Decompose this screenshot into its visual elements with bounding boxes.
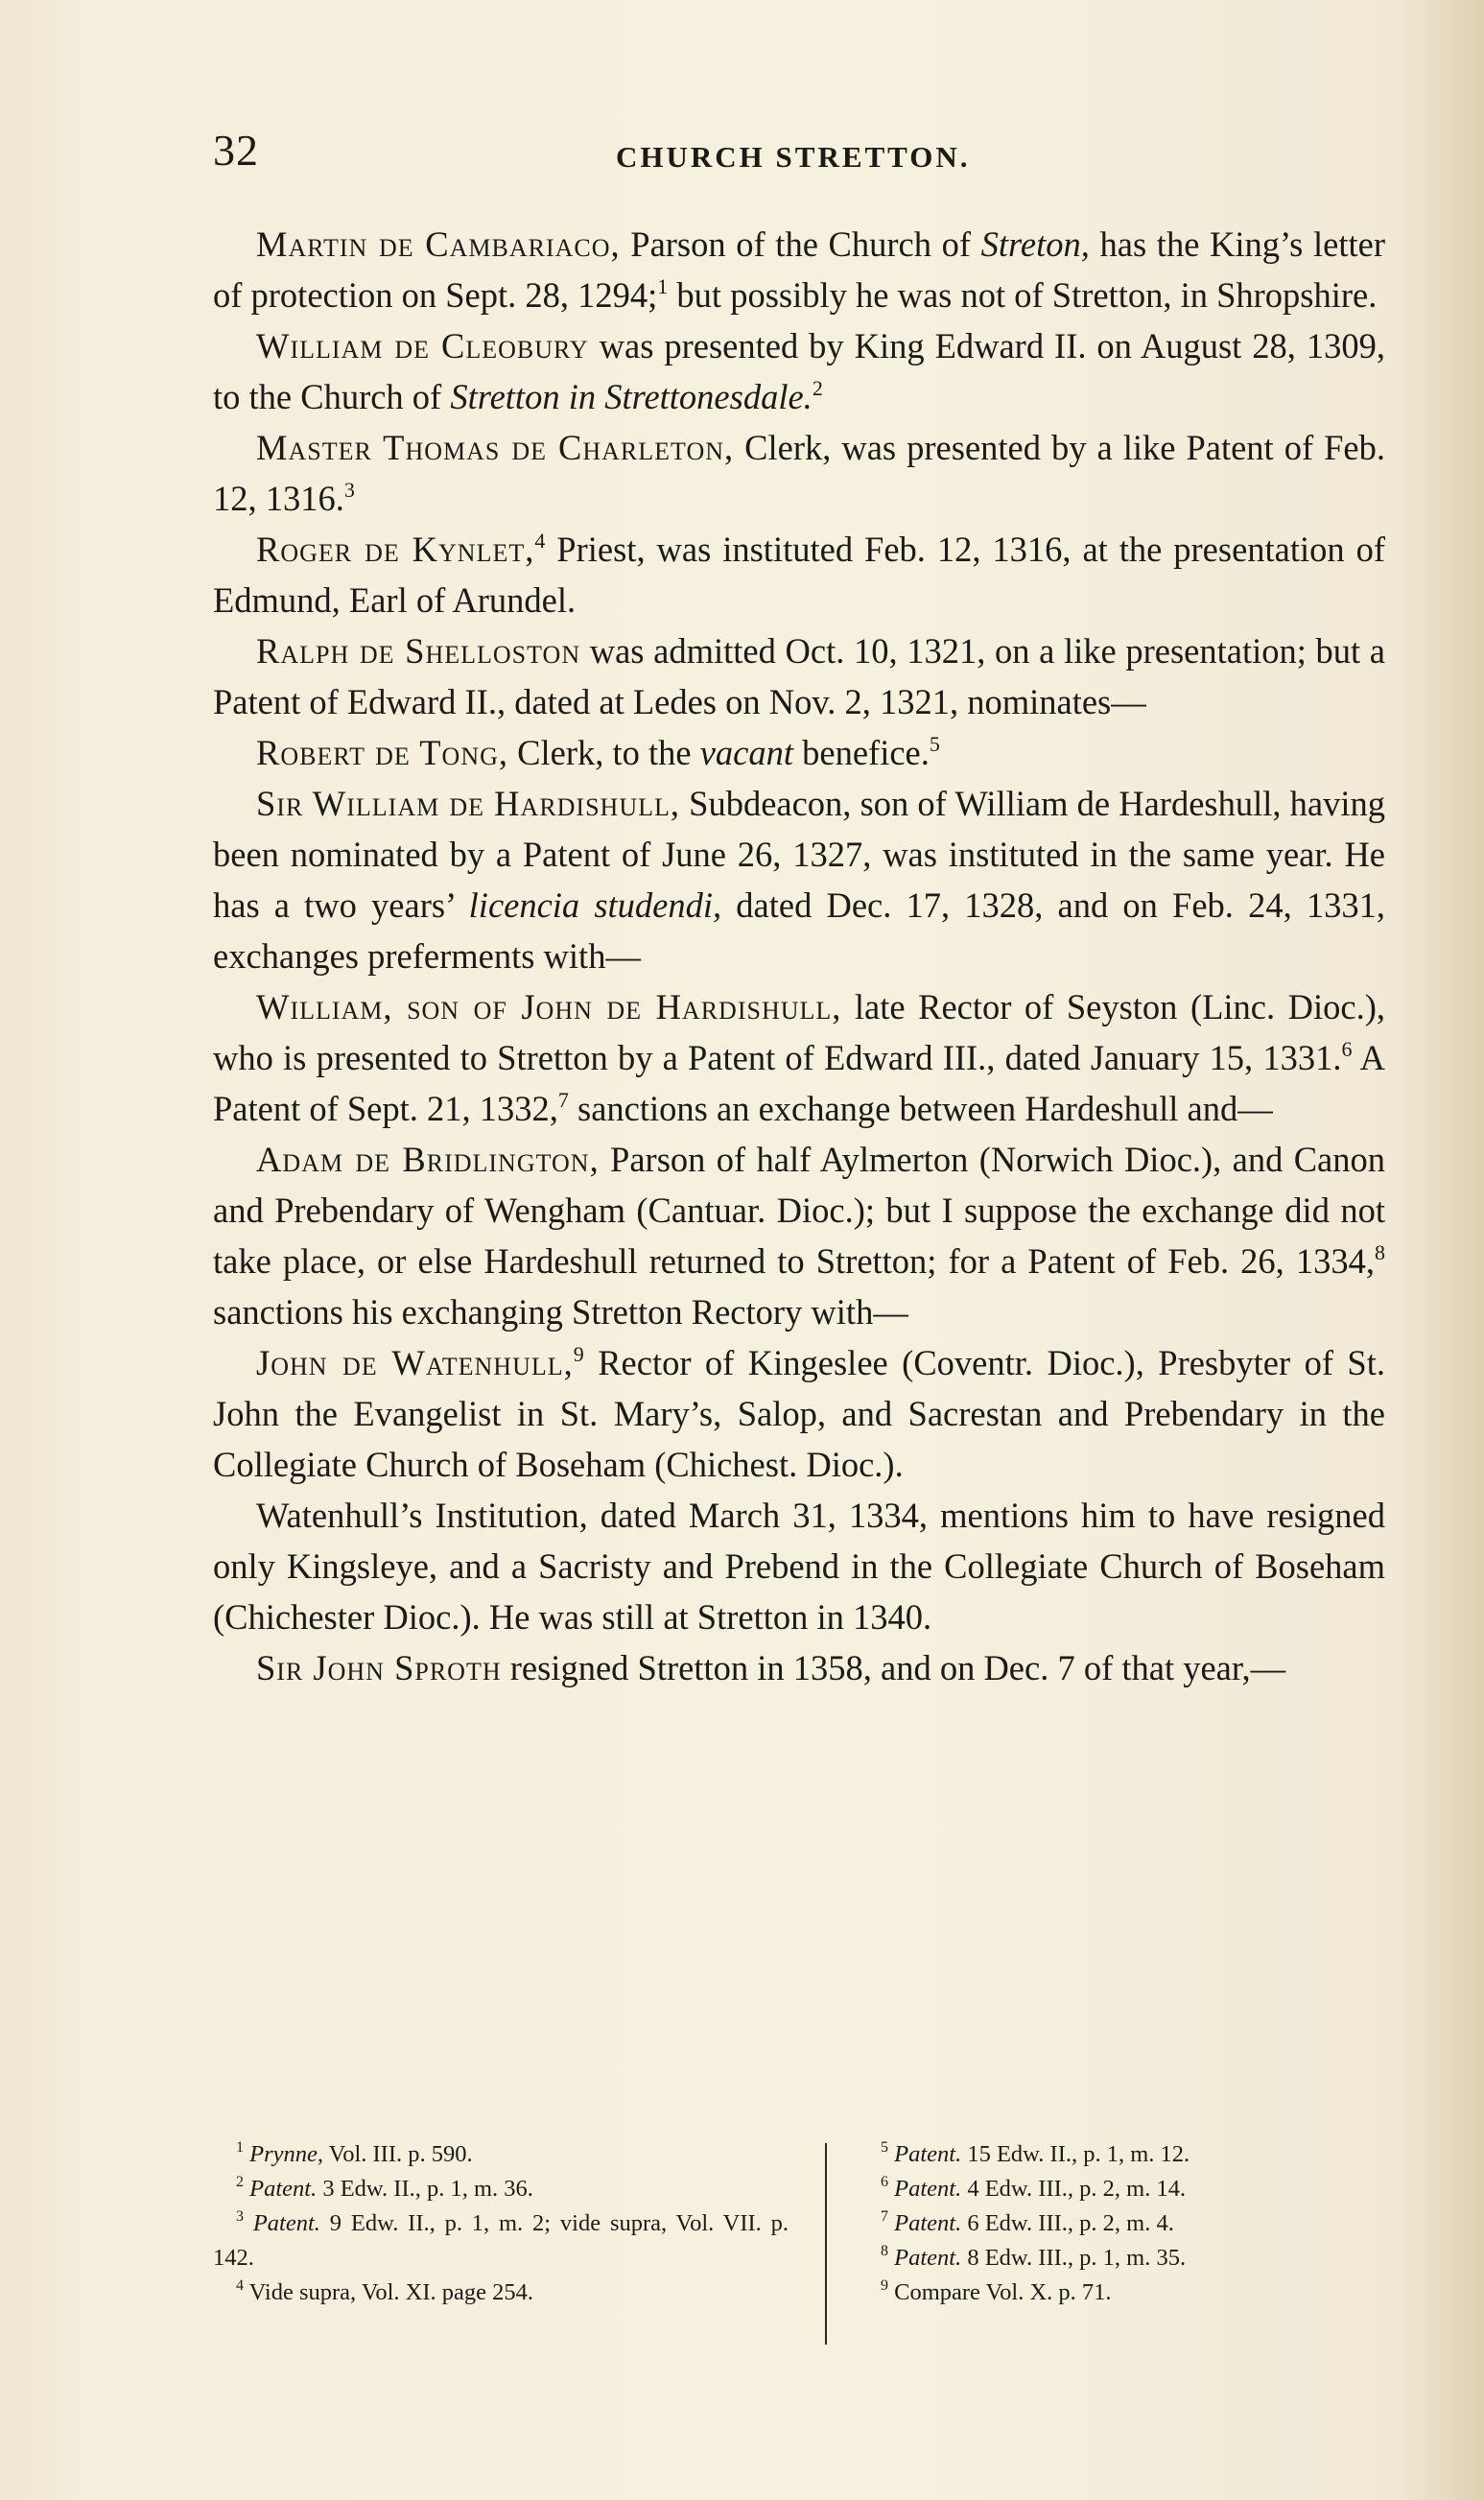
person-name: Ralph de Shelloston [256, 631, 581, 671]
footnote-text: Vol. III. p. 590. [323, 2141, 473, 2167]
paragraph-william-hardishull [213, 778, 1385, 981]
footnote-number: 2 [236, 2174, 244, 2190]
text-run: Priest, was instituted Feb. 12, 1316, at the presentation of Edmund, Earl of Arundel. [213, 530, 1386, 620]
text-run: Watenhull’s Institution, dated March 31, 1334, mentions him to have resigned only Kingsleye, and a Sacristy and Prebend in the Collegiate Church of Boseham (Chichester Dioc.). He was still at Stretton in 1340. [213, 1496, 1385, 1637]
text-run: was presented by King Edward II. on August 28, 1309, to the Church of [213, 326, 1385, 416]
person-name: Master Thomas de Charleton, [256, 428, 735, 467]
footnote-text: 6 Edw. III., p. 2, m. 4. [961, 2210, 1174, 2236]
text-run: dated Dec. 17, 1328, and on Feb. 24, 1331, exchanges preferments with— [213, 885, 1385, 976]
footnote-source: Patent. [894, 2176, 962, 2202]
footnote-text: 8 Edw. III., p. 1, m. 35. [961, 2245, 1187, 2271]
footnote-3 [213, 2206, 789, 2276]
text-run: late Rector of Seyston (Linc. Dioc.), who is presented to Stretton by a Patent of Edward III., dated January 15, 1331. [213, 987, 1385, 1077]
person-name: Robert de Tong, [256, 733, 509, 772]
page-number: 32 [213, 126, 259, 175]
footnote-text: Vide supra, Vol. XI. page 254. [244, 2279, 534, 2305]
footnote-ref: 5 [929, 732, 940, 756]
footnote-ref: 9 [573, 1342, 584, 1366]
text-run: was admitted Oct. 10, 1321, on a like presentation; but a Patent of Edward II., dated at Ledes on Nov. 2, 1321, nominates— [213, 631, 1385, 721]
body-text [213, 219, 1385, 1693]
footnote-ref: 6 [1341, 1037, 1353, 1061]
paragraph-william-son-of-john [213, 981, 1385, 1134]
text-run: Clerk, to the [508, 733, 700, 772]
footnotes [213, 2137, 1385, 2358]
footnote-5 [858, 2137, 1395, 2172]
person-name: Roger de Kynlet, [256, 530, 535, 569]
text-run: Clerk, was presented by a like Patent of Feb. 12, 1316. [213, 428, 1385, 518]
footnote-6 [858, 2172, 1395, 2206]
footnote-source: Patent. [894, 2210, 962, 2236]
person-name: William, son of John de Hardishull, [256, 987, 842, 1026]
footnote-ref: 1 [657, 274, 669, 298]
person-name: Martin de Cambariaco, [256, 224, 621, 264]
paragraph-thomas-charleton [213, 422, 1385, 524]
italic-text: vacant [699, 733, 794, 772]
text-run: has the King’s letter of protection on Sept. 28, 1294; [213, 224, 1385, 315]
paragraph-ralph-shelloston [213, 625, 1385, 727]
paragraph-adam-bridlington [213, 1134, 1385, 1337]
footnote-text: 3 Edw. II., p. 1, m. 36. [317, 2176, 533, 2202]
footnote-number: 6 [881, 2174, 888, 2190]
footnote-text: Compare Vol. X. p. 71. [888, 2279, 1112, 2305]
footnote-2 [213, 2172, 789, 2206]
footnote-text: 15 Edw. II., p. 1, m. 12. [961, 2141, 1190, 2167]
footnote-number: 8 [881, 2243, 888, 2259]
paragraph-william-cleobury [213, 320, 1385, 422]
footnote-text: 9 Edw. II., p. 1, m. 2; vide supra, Vol. VII. p. 142. [213, 2210, 789, 2271]
italic-text: licencia studendi, [468, 885, 722, 925]
footnote-source: Patent. [894, 2141, 962, 2167]
paragraph-robert-tong [213, 727, 1385, 778]
page-header [213, 125, 1383, 192]
person-name: Adam de Bridlington, [256, 1140, 600, 1179]
footnote-source: Patent. [252, 2210, 320, 2236]
footnote-ref: 4 [534, 529, 546, 553]
footnote-source: Patent. [894, 2245, 962, 2271]
footnote-number: 5 [881, 2139, 888, 2156]
italic-text: Stretton in Strettonesdale. [450, 377, 813, 416]
footnote-source: Prynne, [249, 2141, 323, 2167]
footnote-divider [825, 2143, 827, 2345]
running-title: CHURCH STRETTON. [616, 140, 971, 174]
footnote-ref: 3 [343, 478, 355, 502]
person-name: Sir John Sproth [256, 1648, 502, 1687]
footnote-ref: 2 [812, 376, 823, 400]
text-run: resigned Stretton in 1358, and on Dec. 7 of that year,— [501, 1648, 1286, 1687]
footnotes-left-column [213, 2137, 789, 2310]
footnote-number: 4 [236, 2277, 244, 2294]
text-run: Subdeacon, son of William de Hardeshull, having been nominated by a Patent of June 26, 1327, was instituted in the same year. He has a two years’ [213, 784, 1385, 925]
text-run: Parson of the Church of [620, 224, 981, 264]
person-name: John de Watenhull, [256, 1343, 574, 1382]
footnote-number: 7 [881, 2208, 888, 2225]
text-run: benefice. [793, 733, 930, 772]
footnote-7 [858, 2206, 1395, 2241]
footnote-ref: 8 [1375, 1240, 1385, 1264]
footnote-number: 3 [236, 2208, 244, 2225]
footnote-4 [213, 2276, 789, 2310]
paragraph-roger-kynlet [213, 524, 1385, 625]
footnote-number: 1 [236, 2139, 244, 2156]
text-run: Parson of half Aylmerton (Norwich Dioc.), and Canon and Prebendary of Wengham (Cantuar. Dioc.); but I suppose the exchange did not take place, or else Hardeshull returned to Stretton; for a Patent of Feb. 26, 1334, [213, 1140, 1385, 1281]
text-run: sanctions an exchange between Hardeshull and— [568, 1089, 1273, 1128]
paragraph-martin [213, 219, 1385, 320]
paragraph-john-watenhull [213, 1337, 1385, 1490]
person-name: William de Cleobury [256, 326, 589, 366]
footnote-source: Patent. [249, 2176, 318, 2202]
paragraph-john-sproth [213, 1642, 1385, 1693]
text-run: sanctions his exchanging Stretton Rectory with— [213, 1292, 908, 1332]
footnote-8 [858, 2241, 1395, 2276]
paragraph-watenhull-institution [213, 1490, 1385, 1642]
text-run: Rector of Kingeslee (Coventr. Dioc.), Presbyter of St. John the Evangelist in St. Mary’s, Salop, and Sacrestan and Prebendary in the Collegiate Church of Boseham (Chichest. Dioc.). [213, 1343, 1385, 1484]
person-name: Sir William de Hardishull, [256, 784, 680, 823]
footnote-text: 4 Edw. III., p. 2, m. 14. [961, 2176, 1187, 2202]
footnotes-right-column [858, 2137, 1395, 2310]
text-run: but possibly he was not of Stretton, in Shropshire. [668, 275, 1378, 315]
italic-text: Streton, [980, 224, 1090, 264]
footnote-ref: 7 [557, 1088, 569, 1112]
footnote-9 [858, 2276, 1395, 2310]
footnote-number: 9 [881, 2277, 888, 2294]
footnote-1 [213, 2137, 789, 2172]
text-run: A Patent of Sept. 21, 1332, [213, 1038, 1385, 1128]
